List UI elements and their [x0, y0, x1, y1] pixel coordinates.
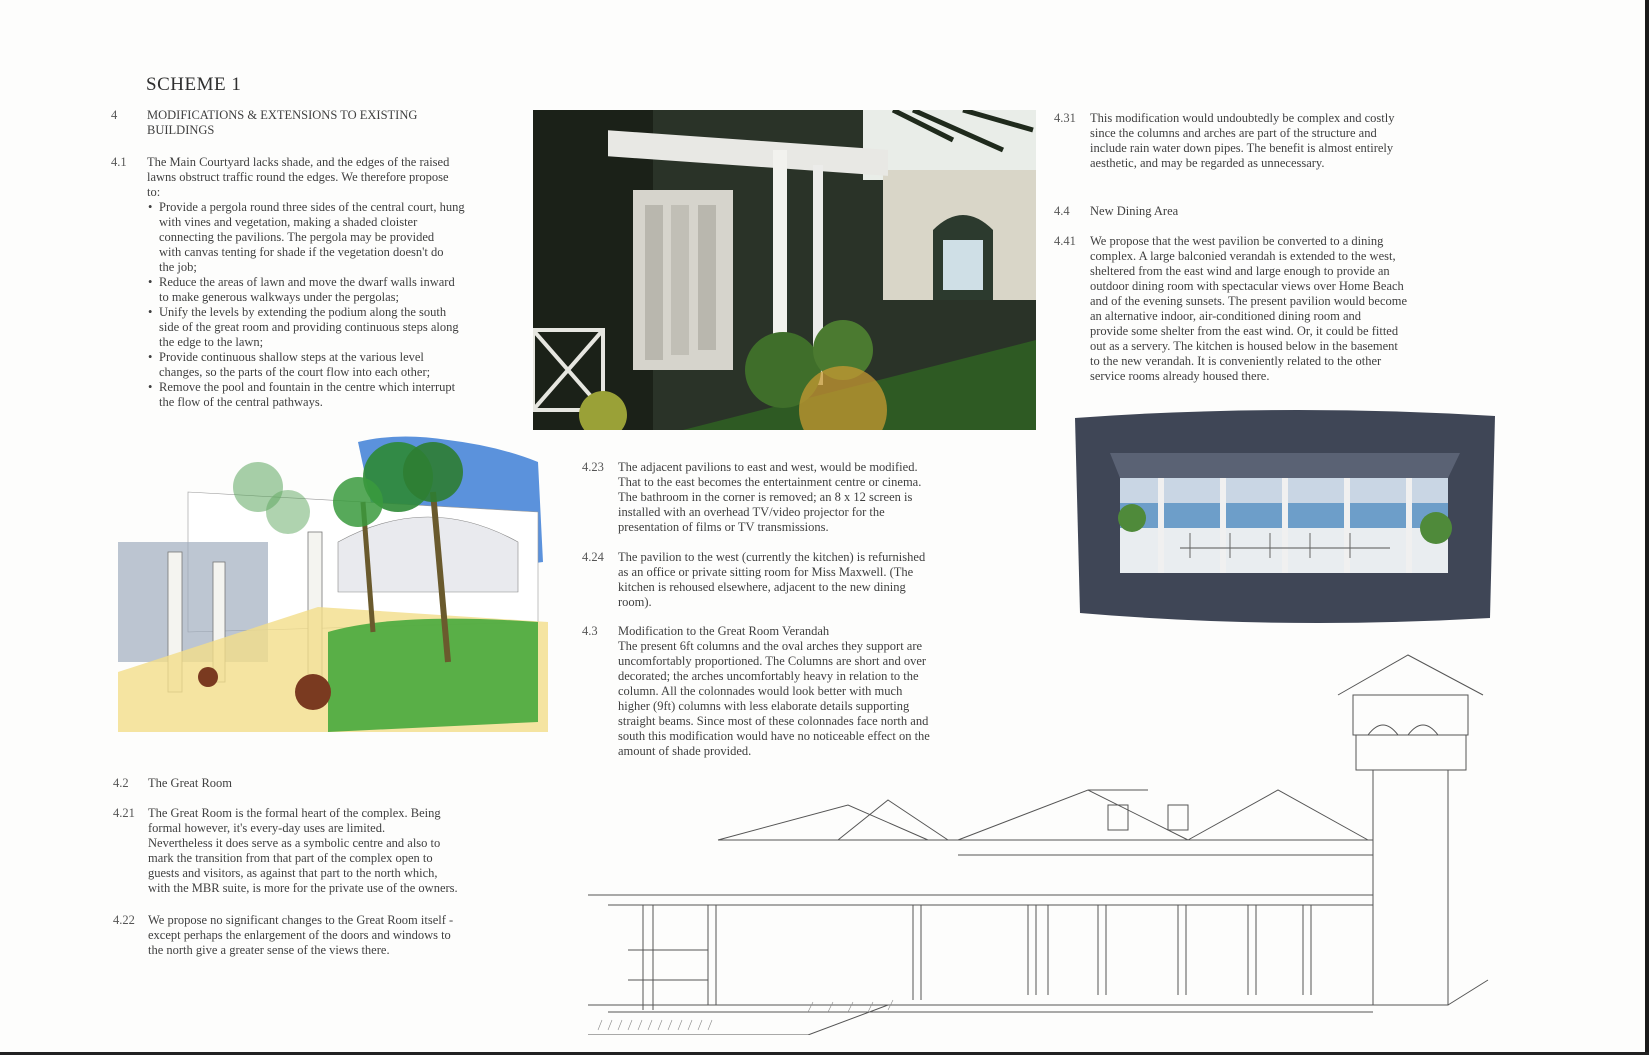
bullet-line: • Provide a pergola round three sides of the central court, hung — [159, 200, 465, 214]
paragraph-line: with the MBR suite, is more for the private use of the owners. — [148, 881, 458, 895]
paragraph-4-41 — [1090, 234, 1470, 384]
bullet-item — [159, 380, 517, 410]
bullet-line: to make generous walkways under the pergolas; — [159, 290, 399, 304]
paragraph-line: guests and visitors, as against that part to the north which, — [148, 866, 438, 880]
paragraph-line: to: — [147, 185, 161, 199]
paragraph-line: out as a servery. The kitchen is housed below in the basement — [1090, 339, 1398, 353]
bullet-line: • Unify the levels by extending the podium along the south — [159, 305, 447, 319]
paragraph-heading: The Great Room — [148, 776, 233, 790]
paragraph-line: to the new verandah. It is conveniently related to the other — [1090, 354, 1382, 368]
paragraph-line: The present 6ft columns and the oval arches they support are — [618, 639, 923, 653]
paragraph-number: 4.1 — [111, 155, 127, 169]
bullet-line: connecting the pavilions. The pergola may be provided — [159, 230, 435, 244]
bullet-item — [159, 275, 517, 305]
paragraph-number: 4.4 — [1054, 204, 1070, 218]
paragraph-line: the north give a greater sense of the views there. — [148, 943, 390, 957]
paragraph-line: except perhaps the enlargement of the doors and windows to — [148, 928, 451, 942]
paragraph-line: include rain water down pipes. The benefit is almost entirely — [1090, 141, 1394, 155]
bullet-item — [159, 350, 517, 380]
paragraph-number: 4.31 — [1054, 111, 1076, 125]
elevation-drawing — [588, 650, 1516, 1035]
paragraph-line: installed with an overhead TV/video projector for the — [618, 505, 885, 519]
paragraph-line: lawns obstruct traffic round the edges. We therefore propose — [147, 170, 449, 184]
paragraph-line: That to the east becomes the entertainment centre or cinema. — [618, 475, 922, 489]
paragraph-4-31 — [1090, 111, 1460, 171]
paragraph-line: room). — [618, 595, 652, 609]
paragraph-line: provide some shelter from the east wind. Or, it could be fitted — [1090, 324, 1399, 338]
bullet-item — [159, 200, 517, 275]
paragraph-line: higher (9ft) columns with less elaborate details supporting — [618, 699, 910, 713]
bullet-line: side of the great room and providing continuous steps along — [159, 320, 459, 334]
bullet-line: the job; — [159, 260, 197, 274]
paragraph-heading: Modification to the Great Room Verandah — [618, 624, 830, 638]
bullet-line: the edge to the lawn; — [159, 335, 264, 349]
paragraph-4-22 — [148, 913, 528, 958]
paragraph-line: service rooms already housed there. — [1090, 369, 1270, 383]
paragraph-number: 4.21 — [113, 806, 135, 820]
paragraph-number: 4.41 — [1054, 234, 1076, 248]
paragraph-line: outdoor dining room with spectacular views over Home Beach — [1090, 279, 1404, 293]
bullet-line: the flow of the central pathways. — [159, 395, 323, 409]
paragraph-number: 4.3 — [582, 624, 598, 638]
paragraph-line: as an office or private sitting room for Miss Maxwell. (The — [618, 565, 914, 579]
paragraph-line: kitchen is rehoused elsewhere, adjacent to the new dining — [618, 580, 906, 594]
page-title: SCHEME 1 — [146, 74, 242, 95]
bullet-line: changes, so the parts of the court flow into each other; — [159, 365, 431, 379]
bullet-list — [147, 200, 517, 410]
paragraph-line: Nevertheless it does serve as a symbolic centre and also to — [148, 836, 441, 850]
paragraph-line: and of the evening sunsets. The present pavilion would become — [1090, 294, 1408, 308]
bullet-line: with vines and vegetation, making a shaded cloister — [159, 215, 418, 229]
bullet-line: • Reduce the areas of lawn and move the dwarf walls inward — [159, 275, 455, 289]
bullet-line: with canvas tenting for shade if the vegetation doesn't do — [159, 245, 444, 259]
paragraph-4-1 — [147, 155, 517, 410]
courtyard-sketch-graphic — [98, 432, 548, 752]
paragraph-line: south this modification would have no noticeable effect on the — [618, 729, 930, 743]
paragraph-4-24 — [618, 550, 1008, 610]
paragraph-line: sheltered from the east wind and large enough to provide an — [1090, 264, 1390, 278]
paragraph-number: 4.24 — [582, 550, 604, 564]
bullet-line: • Provide continuous shallow steps at the various level — [159, 350, 424, 364]
paragraph-line: The adjacent pavilions to east and west, would be modified. — [618, 460, 918, 474]
paragraph-line: The Great Room is the formal heart of the complex. Being — [148, 806, 441, 820]
section-heading-line: BUILDINGS — [147, 123, 215, 137]
paragraph-line: presentation of films or TV transmissions. — [618, 520, 829, 534]
bullet-item — [159, 305, 517, 350]
paragraph-line: mark the transition from that part of the complex open to — [148, 851, 433, 865]
section-heading-line: MODIFICATIONS & EXTENSIONS TO EXISTING — [147, 108, 418, 122]
elevation-drawing-graphic — [588, 650, 1516, 1035]
dining-verandah-sketch — [1070, 408, 1498, 626]
paragraph-number: 4.23 — [582, 460, 604, 474]
paragraph-line: aesthetic, and may be regarded as unnecessary. — [1090, 156, 1325, 170]
courtyard-photo — [533, 110, 1036, 430]
paragraph-line: We propose no significant changes to the Great Room itself - — [148, 913, 454, 927]
paragraph-line: We propose that the west pavilion be converted to a dining — [1090, 234, 1384, 248]
bullet-line: • Remove the pool and fountain in the centre which interrupt — [159, 380, 456, 394]
section-number: 4 — [111, 108, 118, 122]
paragraph-line: complex. A large balconied verandah is extended to the west, — [1090, 249, 1396, 263]
dining-verandah-graphic — [1070, 408, 1498, 626]
paragraph-line: formal however, it's every-day uses are limited. — [148, 821, 386, 835]
paragraph-heading: New Dining Area — [1090, 204, 1179, 218]
page-edge — [1645, 0, 1649, 1055]
paragraph-line: The pavilion to the west (currently the kitchen) is refurnished — [618, 550, 926, 564]
paragraph-4-23 — [618, 460, 1008, 535]
paragraph-line: since the columns and arches are part of the structure and — [1090, 126, 1377, 140]
paragraph-line: decorated; the arches uncomfortably heavy in relation to the — [618, 669, 919, 683]
paragraph-line: an alternative indoor, air-conditioned dining room and — [1090, 309, 1362, 323]
paragraph-4-21 — [148, 806, 528, 896]
paragraph-line: amount of shade provided. — [618, 744, 752, 758]
paragraph-line: column. All the colonnades would look better with much — [618, 684, 903, 698]
section-heading — [147, 108, 417, 138]
paragraph-line: The bathroom in the corner is removed; an 8 x 12 screen is — [618, 490, 913, 504]
paragraph-line: This modification would undoubtedly be complex and costly — [1090, 111, 1395, 125]
paragraph-line: straight beams. Since most of these colonnades face north and — [618, 714, 929, 728]
paragraph-line: The Main Courtyard lacks shade, and the edges of the raised — [147, 155, 450, 169]
paragraph-number: 4.22 — [113, 913, 135, 927]
paragraph-line: uncomfortably proportioned. The Columns are short and over — [618, 654, 927, 668]
courtyard-sketch — [98, 432, 548, 752]
paragraph-number: 4.2 — [113, 776, 129, 790]
courtyard-photo-graphic — [533, 110, 1036, 430]
